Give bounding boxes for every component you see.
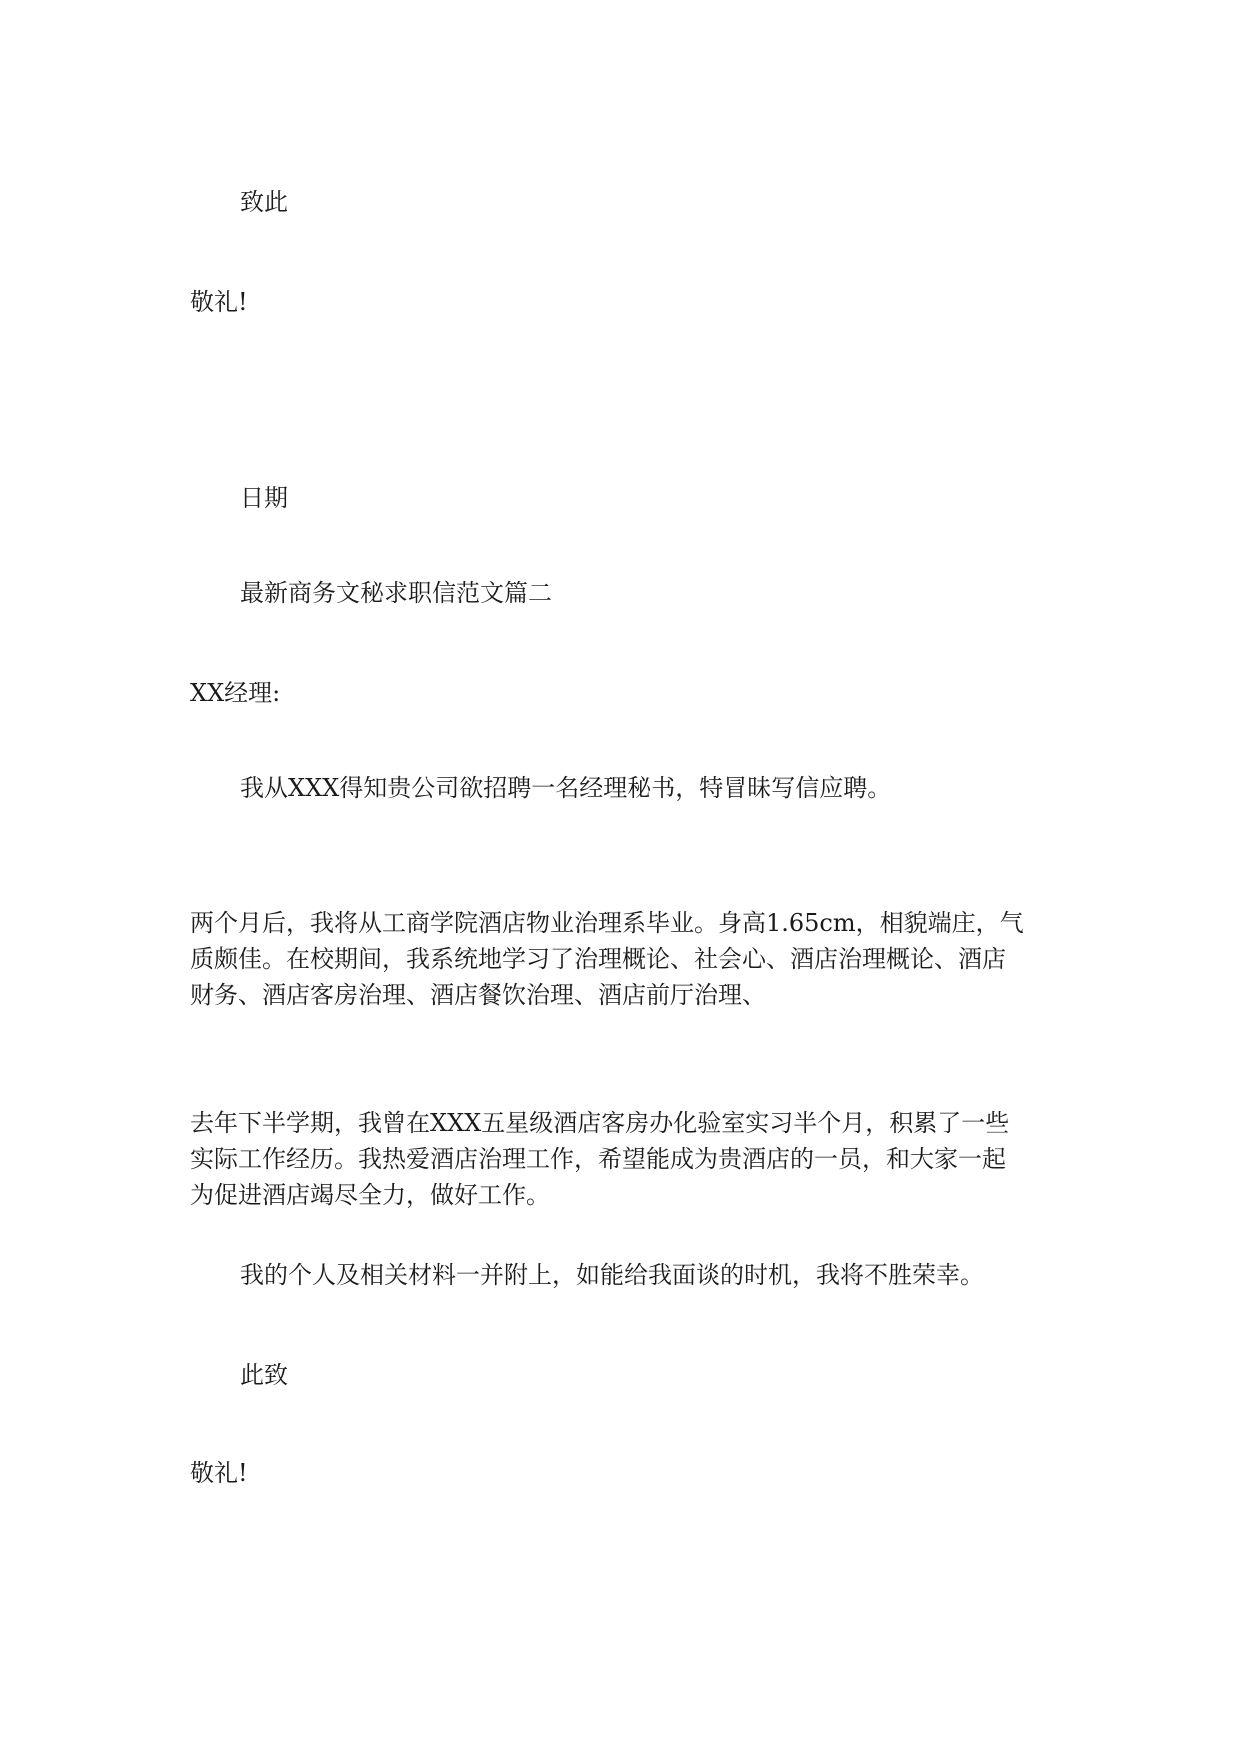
salutation-line-2: 敬礼! [190, 1459, 248, 1487]
paragraph-line: 财务、酒店客房治理、酒店餐饮治理、酒店前厅治理、 [190, 981, 766, 1009]
paragraph-line: 为促进酒店竭尽全力，做好工作。 [190, 1181, 550, 1209]
intro-line: 我从XXX得知贵公司欲招聘一名经理秘书，特冒昧写信应聘。 [240, 774, 892, 802]
paragraph-line: 去年下半学期，我曾在XXX五星级酒店客房办化验室实习半个月，积累了一些 [190, 1109, 1010, 1137]
salutation-line: 敬礼! [190, 288, 248, 316]
paragraph-line: 质颇佳。在校期间，我系统地学习了治理概论、社会心、酒店治理概论、酒店 [190, 945, 1006, 973]
closing-line-2: 此致 [240, 1361, 288, 1389]
paragraph-line: 两个月后，我将从工商学院酒店物业治理系毕业。身高1.65cm，相貌端庄，气 [190, 909, 1024, 937]
section-title: 最新商务文秘求职信范文篇二 [240, 579, 552, 607]
closing-line: 致此 [240, 188, 288, 216]
paragraph-education [190, 905, 1070, 1013]
attachment-line: 我的个人及相关材料一并附上，如能给我面谈的时机，我将不胜荣幸。 [240, 1261, 984, 1289]
recipient-line: XX经理: [190, 679, 281, 707]
date-line: 日期 [240, 484, 288, 512]
paragraph-experience [190, 1105, 1070, 1213]
paragraph-line: 实际工作经历。我热爱酒店治理工作，希望能成为贵酒店的一员，和大家一起 [190, 1145, 1006, 1173]
